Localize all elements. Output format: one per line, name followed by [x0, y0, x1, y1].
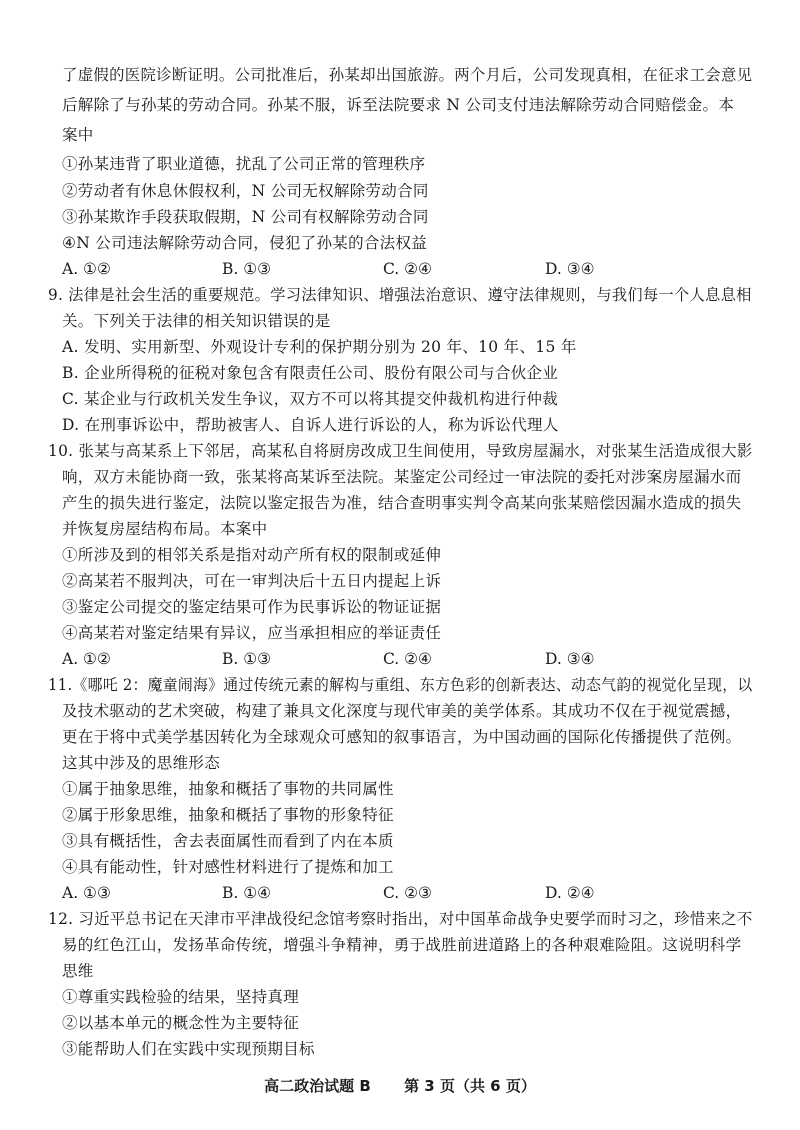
q8-option-d: D. ③④: [545, 260, 595, 278]
q10-item-1: ①所涉及到的相邻关系是指对动产所有权的限制或延伸: [62, 546, 442, 564]
q9-stem-line-2: 关。下列关于法律的相关知识错误的是: [62, 312, 331, 330]
q12-item-3: ③能帮助人们在实践中实现预期目标: [62, 1040, 315, 1058]
q11-stem-line-3: 更在于将中式美学基因转化为全球观众可感知的叙事语言，为中国动画的国际化传播提供了范例。: [62, 728, 742, 746]
q8-item-1: ①孙某违背了职业道德，扰乱了公司正常的管理秩序: [62, 155, 426, 173]
q11-option-c: C. ②③: [383, 884, 432, 902]
q9-stem-line-1: 9. 法律是社会生活的重要规范。学习法律知识、增强法治意识、遵守法律规则，与我们每一个人息息相: [48, 286, 752, 304]
q12-item-2: ②以基本单元的概念性为主要特征: [62, 1014, 300, 1032]
q10-item-3: ③鉴定公司提交的鉴定结果可作为民事诉讼的物证证据: [62, 598, 442, 616]
q9-choice-a: A. 发明、实用新型、外观设计专利的保护期分别为 20 年、10 年、15 年: [62, 338, 577, 356]
q10-option-c: C. ②④: [383, 650, 432, 668]
q9-choice-c: C. 某企业与行政机关发生争议，双方不可以将其提交仲裁机构进行仲裁: [62, 390, 559, 408]
q11-item-3: ③具有概括性，舍去表面属性而看到了内在本质: [62, 832, 394, 850]
q8-item-4: ④N 公司违法解除劳动合同，侵犯了孙某的合法权益: [62, 234, 428, 252]
q8-option-c: C. ②④: [383, 260, 432, 278]
q12-stem-line-2: 易的红色江山，发扬革命传统，增强斗争精神，勇于战胜前进道路上的各种艰难险阻。这说明科学: [62, 936, 742, 954]
q11-stem-line-4: 这其中涉及的思维形态: [62, 754, 221, 772]
q11-option-d: D. ②④: [545, 884, 595, 902]
q8-item-3: ③孙某欺诈手段获取假期，N 公司有权解除劳动合同: [62, 208, 429, 226]
q10-stem-line-2: 响，双方未能协商一致，张某将高某诉至法院。某鉴定公司经过一审法院的委托对涉案房屋漏水而: [62, 468, 742, 486]
q10-option-a: A. ①②: [62, 650, 111, 668]
q10-stem-line-4: 并恢复房屋结构布局。本案中: [62, 520, 268, 538]
q8-stem-line-3: 案中: [62, 126, 94, 144]
q12-stem-line-1: 12. 习近平总书记在天津市平津战役纪念馆考察时指出，对中国革命战争史要学而时习之，珍惜来之不: [48, 910, 753, 928]
q10-stem-line-3: 产生的损失进行鉴定，法院以鉴定报告为准，结合查明事实判令高某向张某赔偿因漏水造成的损失: [62, 494, 742, 512]
q10-item-4: ④高某若对鉴定结果有异议，应当承担相应的举证责任: [62, 624, 442, 642]
q12-item-1: ①尊重实践检验的结果，坚持真理: [62, 988, 300, 1006]
q10-option-d: D. ③④: [545, 650, 595, 668]
footer-page-number: 第 3 页（共 6 页）: [404, 1077, 536, 1095]
q11-option-b: B. ①④: [222, 884, 272, 902]
page-footer: [0, 1075, 800, 1096]
q11-item-1: ①属于抽象思维，抽象和概括了事物的共同属性: [62, 780, 394, 798]
q11-item-2: ②属于形象思维，抽象和概括了事物的形象特征: [62, 806, 394, 824]
q8-option-b: B. ①③: [222, 260, 272, 278]
q11-option-a: A. ①③: [62, 884, 111, 902]
q10-option-b: B. ①③: [222, 650, 272, 668]
q8-stem-line-2: 后解除了与孙某的劳动合同。孙某不服，诉至法院要求 N 公司支付违法解除劳动合同赔偿金。本: [62, 96, 735, 114]
q9-choice-b: B. 企业所得税的征税对象包含有限责任公司、股份有限公司与合伙企业: [62, 364, 559, 382]
q9-choice-d: D. 在刑事诉讼中，帮助被害人、自诉人进行诉讼的人，称为诉讼代理人: [62, 416, 559, 434]
q8-option-a: A. ①②: [62, 260, 111, 278]
q11-stem-line-2: 及技术驱动的艺术突破，构建了兼具文化深度与现代审美的美学体系。其成功不仅在于视觉震撼，: [62, 702, 742, 720]
q12-stem-line-3: 思维: [62, 962, 94, 980]
q10-stem-line-1: 10. 张某与高某系上下邻居，高某私自将厨房改成卫生间使用，导致房屋漏水，对张某生活造成很大影: [48, 442, 753, 460]
q11-item-4: ④具有能动性，针对感性材料进行了提炼和加工: [62, 858, 394, 876]
footer-exam-title: 高二政治试题 B: [264, 1077, 371, 1095]
q11-stem-line-1: 11.《哪吒 2：魔童闹海》通过传统元素的解构与重组、东方色彩的创新表达、动态气韵的视觉化呈现，以: [48, 676, 753, 694]
q10-item-2: ②高某若不服判决，可在一审判决后十五日内提起上诉: [62, 572, 442, 590]
q8-stem-line-1: 了虚假的医院诊断证明。公司批准后，孙某却出国旅游。两个月后，公司发现真相，在征求工会意见: [62, 66, 753, 84]
q8-item-2: ②劳动者有休息休假权利，N 公司无权解除劳动合同: [62, 182, 429, 200]
